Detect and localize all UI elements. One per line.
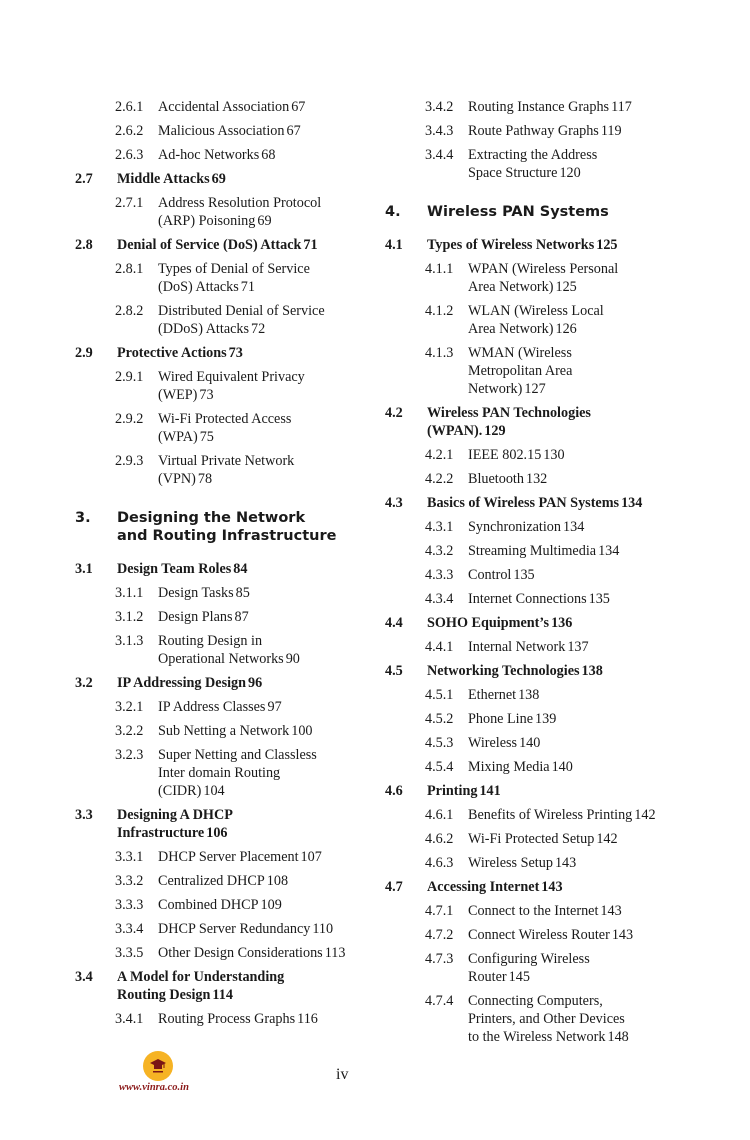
toc-page-number: 110 xyxy=(312,921,334,937)
toc-entry-title: Accidental Association xyxy=(158,99,290,115)
toc-entry-number: 4.1.2 xyxy=(425,303,454,319)
toc-page-number: 135 xyxy=(588,591,610,607)
toc-entry-title: (WPA) xyxy=(158,429,198,445)
toc-page-number: 67 xyxy=(291,99,306,115)
toc-entry-title: DHCP Server Placement xyxy=(158,849,299,865)
toc-page-number: 107 xyxy=(300,849,322,865)
toc-entry-title: Inter domain Routing xyxy=(158,765,281,781)
toc-entry-number: 2.8.2 xyxy=(115,303,144,319)
toc-entry-number: 3.1.2 xyxy=(115,609,144,625)
toc-entry-title: Wireless PAN Systems xyxy=(427,204,609,220)
toc-entry-number: 4.5.2 xyxy=(425,711,454,727)
toc-entry-number: 3.4.1 xyxy=(115,1011,144,1027)
toc-page-number: 143 xyxy=(554,855,577,871)
toc-page-number: 134 xyxy=(563,519,585,535)
toc-entry-number: 3.4.3 xyxy=(425,123,454,139)
toc-entry-title: Infrastructure xyxy=(117,825,205,841)
toc-entry-title: Basics of Wireless PAN Systems xyxy=(427,495,620,511)
toc-entry-title: Phone Line xyxy=(468,711,534,727)
graduation-cap-logo-icon xyxy=(143,1051,173,1081)
toc-entry-number: 3.3.4 xyxy=(115,921,144,937)
toc-page-number: 73 xyxy=(228,345,243,361)
toc-entry-title: Designing the Network xyxy=(117,510,306,526)
toc-page-number: 108 xyxy=(266,873,289,889)
toc-entry-title: Wireless Setup xyxy=(468,855,553,871)
toc-entry-title: Space Structure xyxy=(468,165,558,181)
toc-entry-title: Route Pathway Graphs xyxy=(468,123,599,139)
toc-page-number: 90 xyxy=(285,651,300,667)
toc-entry-title: Centralized DHCP xyxy=(158,873,265,889)
toc-entry-number: 4.2 xyxy=(385,405,403,421)
toc-page-number: 72 xyxy=(251,321,266,337)
toc-entry-title: Wi-Fi Protected Access xyxy=(158,411,292,427)
toc-entry-title: WLAN (Wireless Local xyxy=(468,303,604,319)
toc-page-number: 135 xyxy=(513,567,535,583)
toc-entry-number: 2.7.1 xyxy=(115,195,144,211)
toc-page-number: 120 xyxy=(559,165,581,181)
toc-entry-number: 3.2.3 xyxy=(115,747,144,763)
page-number: iv xyxy=(336,1066,349,1083)
toc-entry-title: Connect to the Internet xyxy=(468,903,599,919)
toc-page-number: 142 xyxy=(634,807,656,823)
toc-page-number: 69 xyxy=(257,213,272,229)
toc-entry-number: 4.3.2 xyxy=(425,543,454,559)
toc-page-number: 71 xyxy=(240,279,255,295)
toc-entry-title: Wi-Fi Protected Setup xyxy=(468,831,595,847)
toc-entry-title: Connect Wireless Router xyxy=(468,927,610,943)
toc-entry-number: 2.9.1 xyxy=(115,369,144,385)
toc-entry-title: Control xyxy=(468,567,512,583)
toc-entry-title: Mixing Media xyxy=(468,759,550,775)
toc-entry-number: 2.9 xyxy=(75,345,93,361)
toc-entry-title: Wireless xyxy=(468,735,518,751)
toc-entry-title: to the Wireless Network xyxy=(468,1029,606,1045)
toc-entry-title: Internet Connections xyxy=(468,591,587,607)
toc-page-number: 125 xyxy=(555,279,577,295)
toc-page-number: 138 xyxy=(518,687,540,703)
toc-entry-title: Designing A DHCP xyxy=(117,807,233,823)
toc-entry-number: 4.7.4 xyxy=(425,993,454,1009)
toc-entry-number: 4.5 xyxy=(385,663,403,679)
toc-entry-title: Routing Process Graphs xyxy=(158,1011,296,1027)
toc-page-number: 67 xyxy=(286,123,301,139)
toc-entry-number: 4.1.1 xyxy=(425,261,454,277)
toc-entry-title: Operational Networks xyxy=(158,651,284,667)
toc-entry-number: 3.3.1 xyxy=(115,849,144,865)
toc-page-number: 141 xyxy=(479,783,501,799)
toc-entry-title: Protective Actions xyxy=(117,345,227,361)
toc-entry-title: A Model for Understanding xyxy=(117,969,285,985)
toc-entry-title: Networking Technologies xyxy=(427,663,580,679)
toc-page-number: 97 xyxy=(267,699,282,715)
toc-page-number: 143 xyxy=(611,927,634,943)
toc-page-number: 127 xyxy=(524,381,546,397)
toc-page-number: 84 xyxy=(233,561,248,577)
toc-entry-title: Area Network) xyxy=(468,321,554,337)
toc-entry-number: 3.4.4 xyxy=(425,147,454,163)
toc-entry-title: Benefits of Wireless Printing xyxy=(468,807,633,823)
toc-entry-title: (WEP) xyxy=(158,387,198,403)
toc-entry-title: Ad-hoc Networks xyxy=(158,147,260,163)
toc-page-number: 134 xyxy=(621,495,643,511)
toc-entry-number: 4.4 xyxy=(385,615,403,631)
toc-entry-title: Distributed Denial of Service xyxy=(158,303,325,319)
toc-page-number: 119 xyxy=(600,123,622,139)
toc-entry-title: Types of Wireless Networks xyxy=(427,237,595,253)
toc-entry-title: (DoS) Attacks xyxy=(158,279,239,295)
toc-entry-title: Denial of Service (DoS) Attack xyxy=(117,237,302,253)
toc-page-number: 130 xyxy=(543,447,565,463)
toc-entry-number: 4.5.4 xyxy=(425,759,454,775)
toc-entry-title: WPAN (Wireless Personal xyxy=(468,261,619,277)
toc-entry-number: 4.7.1 xyxy=(425,903,454,919)
toc-page-number: 142 xyxy=(596,831,618,847)
toc-page-number: 69 xyxy=(211,171,226,187)
toc-entry-title: DHCP Server Redundancy xyxy=(158,921,311,937)
toc-entry-title: Design Team Roles xyxy=(117,561,232,577)
toc-page-number: 100 xyxy=(291,723,313,739)
toc-page-number: 139 xyxy=(535,711,557,727)
toc-page-number: 113 xyxy=(324,945,346,961)
toc-entry-number: 4.6 xyxy=(385,783,403,799)
toc-entry-title: Configuring Wireless xyxy=(468,951,590,967)
toc-page-number: 117 xyxy=(611,99,632,115)
toc-entry-title: Routing Design xyxy=(117,987,211,1003)
toc-entry-number: 3. xyxy=(75,510,91,526)
toc-entry-number: 3.2.1 xyxy=(115,699,144,715)
toc-entry-title: IEEE 802.15 xyxy=(468,447,542,463)
toc-entry-title: Ethernet xyxy=(468,687,517,703)
toc-entry-number: 2.9.3 xyxy=(115,453,144,469)
toc-page-number: 140 xyxy=(551,759,573,775)
toc-entry-title: Routing Instance Graphs xyxy=(468,99,610,115)
toc-page-number: 104 xyxy=(203,783,225,799)
toc-entry-title: SOHO Equipment’s xyxy=(427,615,550,631)
toc-entry-title: Accessing Internet xyxy=(427,879,540,895)
toc-page-number: 114 xyxy=(212,987,233,1003)
toc-entry-title: Wired Equivalent Privacy xyxy=(158,369,305,385)
toc-entry-title: Design Plans xyxy=(158,609,233,625)
toc-entry-title: IP Addressing Design xyxy=(117,675,247,691)
toc-entry-number: 2.8 xyxy=(75,237,93,253)
toc-entry-number: 4.7 xyxy=(385,879,403,895)
toc-entry-number: 3.3.5 xyxy=(115,945,144,961)
toc-page-number: 136 xyxy=(551,615,573,631)
toc-page-number: 143 xyxy=(541,879,563,895)
publisher-url[interactable]: www.vinra.co.in xyxy=(119,1082,189,1093)
toc-entry-title: Area Network) xyxy=(468,279,554,295)
toc-page-number: 87 xyxy=(234,609,249,625)
toc-entry-number: 3.3.3 xyxy=(115,897,144,913)
toc-entry-number: 4.2.2 xyxy=(425,471,454,487)
toc-entry-number: 2.6.1 xyxy=(115,99,144,115)
toc-page-number: 109 xyxy=(260,897,282,913)
toc-entry-title: Malicious Association xyxy=(158,123,285,139)
toc-entry-title: Extracting the Address xyxy=(468,147,598,163)
toc-page-number: 75 xyxy=(199,429,214,445)
toc-entry-number: 4.6.1 xyxy=(425,807,454,823)
toc-entry-number: 4.3.4 xyxy=(425,591,454,607)
toc-entry-title: Super Netting and Classless xyxy=(158,747,317,763)
toc-page-number: 148 xyxy=(607,1029,629,1045)
toc-page-number: 126 xyxy=(555,321,577,337)
toc-page-number: 129 xyxy=(484,423,506,439)
toc-entry-number: 2.9.2 xyxy=(115,411,144,427)
toc-entry-number: 4.5.3 xyxy=(425,735,454,751)
toc-entry-title: Bluetooth xyxy=(468,471,524,487)
toc-entry-title: Synchronization xyxy=(468,519,561,535)
toc-page-number: 137 xyxy=(567,639,589,655)
toc-entry-title: Address Resolution Protocol xyxy=(158,195,322,211)
toc-entry-number: 4.1 xyxy=(385,237,403,253)
toc-entry-number: 3.2 xyxy=(75,675,93,691)
toc-entry-number: 4.4.1 xyxy=(425,639,454,655)
toc-page-number: 85 xyxy=(235,585,250,601)
toc-page-number: 143 xyxy=(600,903,622,919)
toc-entry-number: 4. xyxy=(385,204,401,220)
toc-entry-title: Wireless PAN Technologies xyxy=(427,405,591,421)
toc-entry-number: 3.1 xyxy=(75,561,93,577)
toc-entry-title: Middle Attacks xyxy=(117,171,210,187)
toc-entry-title: Network) xyxy=(468,381,523,397)
toc-entry-title: Router xyxy=(468,969,507,985)
toc-entry-number: 4.1.3 xyxy=(425,345,454,361)
toc-entry-number: 4.3.3 xyxy=(425,567,454,583)
toc-page-number: 125 xyxy=(596,237,618,253)
toc-entry-title: Types of Denial of Service xyxy=(158,261,310,277)
toc-entry-number: 4.2.1 xyxy=(425,447,454,463)
toc-entry-title: Other Design Considerations xyxy=(158,945,323,961)
toc-entry-title: (CIDR) xyxy=(158,783,202,799)
toc-page-number: 71 xyxy=(303,237,318,253)
toc-entry-number: 4.5.1 xyxy=(425,687,454,703)
toc-entry-number: 3.3 xyxy=(75,807,93,823)
toc-page-number: 140 xyxy=(519,735,541,751)
toc-entry-number: 4.7.2 xyxy=(425,927,454,943)
toc-page-number: 106 xyxy=(206,825,228,841)
toc-entry-title: Routing Design in xyxy=(158,633,263,649)
toc-entry-number: 4.3.1 xyxy=(425,519,454,535)
toc-page-number: 73 xyxy=(199,387,214,403)
toc-entry-number: 3.2.2 xyxy=(115,723,144,739)
toc-page-number: 145 xyxy=(508,969,530,985)
toc-entry-title: Connecting Computers, xyxy=(468,993,603,1009)
toc-entry-number: 3.4 xyxy=(75,969,93,985)
toc-entry-title: Design Tasks xyxy=(158,585,234,601)
toc-entry-number: 2.6.2 xyxy=(115,123,144,139)
toc-entry-number: 4.6.3 xyxy=(425,855,454,871)
toc-entry-title: IP Address Classes xyxy=(158,699,266,715)
toc-entry-title: (DDoS) Attacks xyxy=(158,321,250,337)
toc-entry-title: Combined DHCP xyxy=(158,897,259,913)
toc-entry-number: 3.4.2 xyxy=(425,99,454,115)
toc-entry-number: 2.7 xyxy=(75,171,93,187)
toc-entry-number: 3.1.1 xyxy=(115,585,144,601)
toc-entry-title: (VPN) xyxy=(158,471,196,487)
toc-entry-title: Printers, and Other Devices xyxy=(468,1011,625,1027)
toc-entry-title: Printing xyxy=(427,783,478,799)
toc-entry-title: Streaming Multimedia xyxy=(468,543,597,559)
toc-page-number: 132 xyxy=(525,471,548,487)
toc-entry-number: 4.6.2 xyxy=(425,831,454,847)
toc-page-number: 96 xyxy=(248,675,263,691)
toc-entry-title: Sub Netting a Network xyxy=(158,723,290,739)
toc-entry-number: 4.7.3 xyxy=(425,951,454,967)
toc-entry-number: 4.3 xyxy=(385,495,403,511)
toc-entry-title: and Routing Infrastructure xyxy=(117,528,337,544)
toc-entry-number: 3.3.2 xyxy=(115,873,144,889)
toc-entry-title: Virtual Private Network xyxy=(158,453,295,469)
toc-entry-number: 2.8.1 xyxy=(115,261,144,277)
toc-page-number: 134 xyxy=(598,543,620,559)
toc-entry-number: 3.1.3 xyxy=(115,633,144,649)
toc-page-number: 116 xyxy=(297,1011,318,1027)
toc-entry-title: WMAN (Wireless xyxy=(468,345,572,361)
toc-page-number: 78 xyxy=(197,471,213,487)
toc-page-number: 68 xyxy=(261,147,276,163)
toc-entry-title: (WPAN). xyxy=(427,423,483,439)
toc-entry-title: (ARP) Poisoning xyxy=(158,213,256,229)
toc-entry-title: Metropolitan Area xyxy=(468,363,573,379)
toc-entry-title: Internal Network xyxy=(468,639,566,655)
toc-entry-number: 2.6.3 xyxy=(115,147,144,163)
toc-page-number: 138 xyxy=(581,663,603,679)
